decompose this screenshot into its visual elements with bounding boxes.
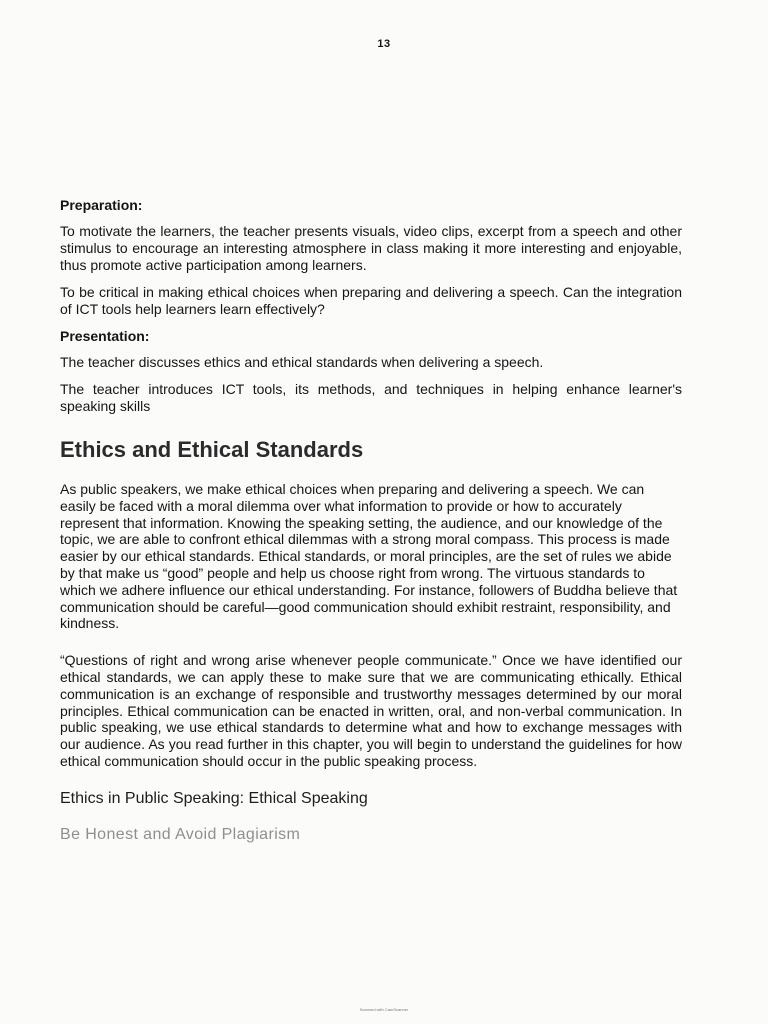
preparation-heading: Preparation: <box>60 197 143 213</box>
ethics-paragraph-1: As public speakers, we make ethical choices when preparing and delivering a speech. We can easily be faced with a moral dilemma over what information to provide or how to accurately represent that information. Knowing the speaking setting, the audience, and our knowledge of the topic, we are able to confront ethical dilemmas with a strong moral compass. This process is made easier by our ethical standards. Ethical standards, or moral principles, are the set of rules we abide by that make us “good” people and help us choose right from wrong. The virtuous standards to which we adhere influence our ethical understanding. For instance, followers of Buddha believe that communication should be careful—good communication should exhibit restraint, responsibility, and kindness. <box>60 481 678 632</box>
presentation-paragraph-1: The teacher discusses ethics and ethical standards when delivering a speech. <box>60 354 544 370</box>
preparation-paragraph-2: To be critical in making ethical choices when preparing and delivering a speech. Can the integration of ICT tools help learners learn effectively? <box>60 284 682 317</box>
scan-watermark: Scanned with CamScanner <box>359 1007 409 1012</box>
section-title: Ethics and Ethical Standards <box>60 437 364 462</box>
page-number: 13 <box>377 38 391 50</box>
presentation-heading: Presentation: <box>60 328 150 344</box>
subsection-title: Ethics in Public Speaking: Ethical Speaking <box>60 789 368 807</box>
document-body <box>60 197 682 844</box>
faded-subheading: Be Honest and Avoid Plagiarism <box>60 825 301 843</box>
ethics-paragraph-2: “Questions of right and wrong arise whenever people communicate.” Once we have identified our ethical standards, we can apply these to make sure that we are communicating ethically. Ethical communication is an exchange of responsible and trustworthy messages determined by our moral principles. Ethical communication can be enacted in written, oral, and non-verbal communication. In public speaking, we use ethical standards to determine what and how to exchange messages with our audience. As you read further in this chapter, you will begin to understand the guidelines for how ethical communication should occur in the public speaking process. <box>60 652 682 769</box>
presentation-paragraph-2: The teacher introduces ICT tools, its methods, and techniques in helping enhance learner's speaking skills <box>60 381 682 414</box>
preparation-paragraph-1: To motivate the learners, the teacher presents visuals, video clips, excerpt from a speech and other stimulus to encourage an interesting atmosphere in class making it more interesting and enjoyable, thus promote active participation among learners. <box>60 223 682 273</box>
